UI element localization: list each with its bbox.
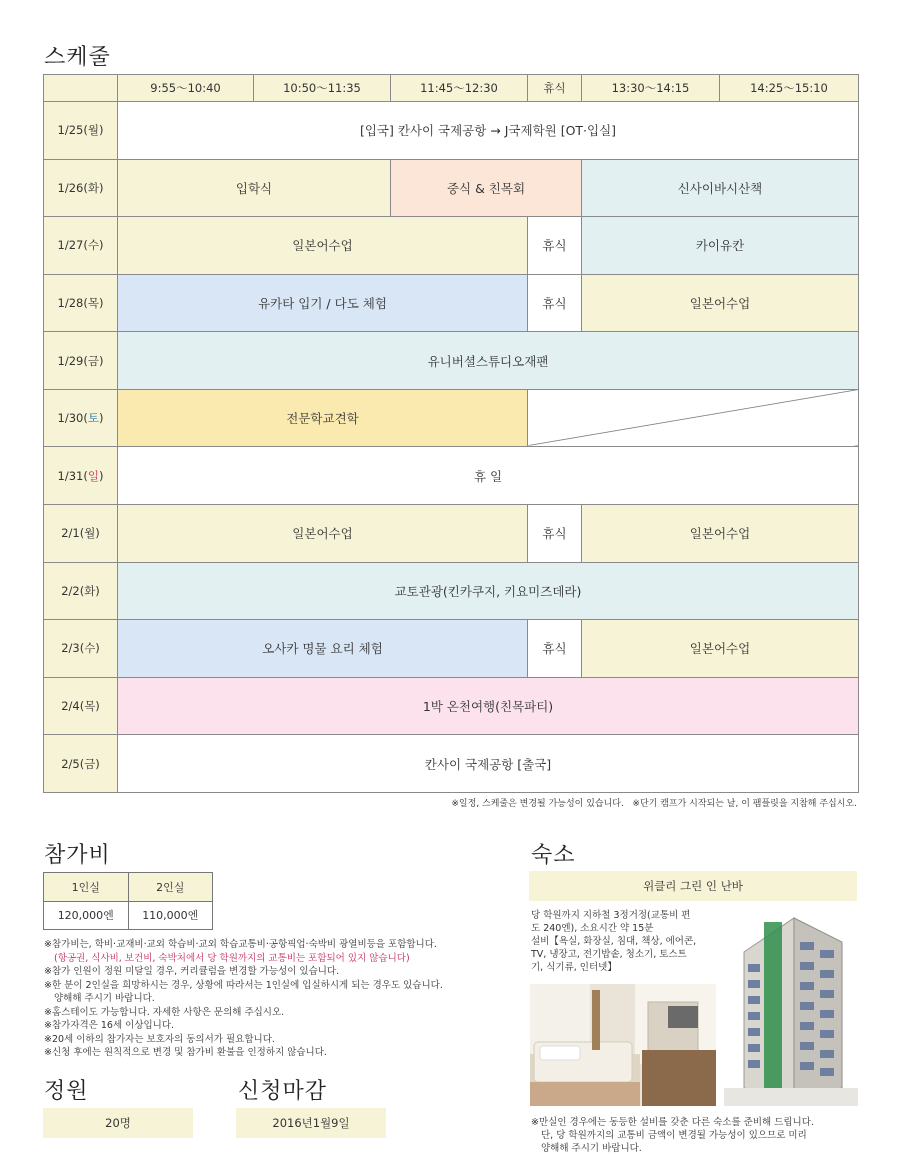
activity-cell: 1박 온천여행(친목파티) <box>118 677 859 735</box>
deadline-value: 2016년1월9일 <box>236 1108 386 1138</box>
lodging-note-line: 양해해 주시기 바랍니다. <box>541 1143 642 1154</box>
fee-value-double: 110,000엔 <box>128 901 213 930</box>
holiday-cell: 휴 일 <box>118 447 859 505</box>
activity-cell: 칸사이 국제공항 [출국] <box>118 735 859 793</box>
time-slot: 9:55～10:40 <box>118 75 254 102</box>
activity-cell: 입학식 <box>118 159 391 217</box>
break-cell: 휴식 <box>528 217 582 275</box>
break-cell: 휴식 <box>528 620 582 678</box>
date-cell: 1/27(수) <box>44 217 118 275</box>
date-text: ) <box>98 411 104 426</box>
lodging-description <box>531 909 721 974</box>
activity-cell: 전문학교견학 <box>118 389 528 447</box>
activity-cell: 일본어수업 <box>118 505 528 563</box>
empty-diagonal-cell <box>528 389 859 447</box>
sunday-label: 일 <box>87 468 99 483</box>
time-slot: 휴식 <box>528 75 582 102</box>
schedule-row <box>44 217 859 275</box>
lodging-note <box>531 1116 861 1155</box>
schedule-footnote: ※일정, 스케줄은 변경될 가능성이 있습니다. ※단기 캠프가 시작되는 날, 이 팸플릿을 지참해 주십시오. <box>451 799 857 809</box>
time-slot: 13:30～14:15 <box>582 75 720 102</box>
schedule-table <box>43 74 859 793</box>
fee-note: 양해해 주시기 바랍니다. <box>54 993 155 1004</box>
schedule-row <box>44 447 859 505</box>
schedule-row <box>44 505 859 563</box>
schedule-heading: 스케줄 <box>44 45 111 70</box>
building-illustration <box>724 912 858 1106</box>
activity-cell: 유니버셜스튜디오재팬 <box>118 332 859 390</box>
activity-cell: 일본어수업 <box>582 620 859 678</box>
schedule-row <box>44 159 859 217</box>
fee-header-double: 2인실 <box>128 873 213 902</box>
date-text: ) <box>98 468 104 483</box>
activity-cell: 카이유칸 <box>582 217 859 275</box>
fee-note: ※신청 후에는 원칙적으로 변경 및 참가비 환불을 인정하지 않습니다. <box>44 1047 327 1058</box>
date-cell: 1/28(목) <box>44 274 118 332</box>
activity-cell: 오사카 명물 요리 체험 <box>118 620 528 678</box>
lodging-desc-line: 기, 식기류, 인터넷】 <box>531 962 617 973</box>
activity-cell: 신사이바시산책 <box>582 159 859 217</box>
schedule-row <box>44 274 859 332</box>
activity-cell: 교토관광(킨카쿠지, 키요미즈데라) <box>118 562 859 620</box>
lodging-desc-line: TV, 냉장고, 전기밥솥, 청소기, 토스트 <box>531 949 687 960</box>
fee-note: ※홈스테이도 가능합니다. 자세한 사항은 문의해 주십시오. <box>44 1006 285 1018</box>
date-cell: 1/25(월) <box>44 102 118 160</box>
activity-cell: 유카타 입기 / 다도 체험 <box>118 274 528 332</box>
fee-note-exclusion: (항공권, 식사비, 보건비, 숙박처에서 당 학원까지의 교통비는 포함되어 있지 않습니다) <box>54 952 410 964</box>
fee-notes <box>44 938 514 1060</box>
capacity-value: 20명 <box>43 1108 193 1138</box>
time-slot: 11:45～12:30 <box>391 75 528 102</box>
fee-note: ※참가 인원이 정원 미달일 경우, 커리큘럼을 변경할 가능성이 있습니다. <box>44 966 340 977</box>
schedule-header-row <box>44 75 859 102</box>
lodging-heading: 숙소 <box>531 843 576 868</box>
break-cell: 휴식 <box>528 505 582 563</box>
schedule-row <box>44 332 859 390</box>
building-photo <box>724 912 858 1106</box>
schedule-row <box>44 389 859 447</box>
capacity-heading: 정원 <box>44 1079 89 1104</box>
date-cell: 2/2(화) <box>44 562 118 620</box>
room-photo <box>530 984 716 1106</box>
fee-note: ※한 분이 2인실을 희망하시는 경우, 상황에 따라서는 1인실에 입실하시게 되는 경우도 있습니다. <box>44 979 443 991</box>
date-cell: 2/3(수) <box>44 620 118 678</box>
fee-header-single: 1인실 <box>44 873 129 902</box>
activity-cell: [입국] 칸사이 국제공항 → J국제학원 [OT·입실] <box>118 102 859 160</box>
lodging-desc-line: 설비【욕실, 화장실, 침대, 책상, 에어콘, <box>531 936 697 947</box>
activity-cell: 일본어수업 <box>582 274 859 332</box>
saturday-label: 토 <box>87 411 99 426</box>
date-cell: 1/26(화) <box>44 159 118 217</box>
schedule-row <box>44 735 859 793</box>
date-cell: 2/1(월) <box>44 505 118 563</box>
fee-table <box>43 872 213 930</box>
lodging-desc-line: 당 학원까지 지하철 3정거정(교통비 편 <box>531 910 691 921</box>
fee-value-single: 120,000엔 <box>44 901 129 930</box>
lodging-note-line: 단, 당 학원까지의 교통비 금액이 변경될 가능성이 있으므로 미리 <box>541 1130 807 1141</box>
activity-cell: 일본어수업 <box>118 217 528 275</box>
fee-heading: 참가비 <box>44 843 111 868</box>
lodging-note-line: ※만실인 경우에는 동등한 설비를 갖춘 다른 숙소를 준비해 드립니다. <box>531 1117 814 1128</box>
date-cell: 1/29(금) <box>44 332 118 390</box>
date-text: 1/30( <box>57 411 88 426</box>
time-slot: 14:25～15:10 <box>720 75 859 102</box>
activity-cell: 중식 & 친목회 <box>391 159 582 217</box>
fee-note: ※참가비는, 학비·교재비·교외 학습비·교외 학습교통비·공항픽업·숙박비 광열비등을 포함합니다. <box>44 939 437 950</box>
header-corner <box>44 75 118 102</box>
fee-note: ※참가자격은 16세 이상입니다. <box>44 1020 175 1031</box>
deadline-heading: 신청마감 <box>238 1079 328 1104</box>
fee-note: ※20세 이하의 참가자는 보호자의 동의서가 필요합니다. <box>44 1033 275 1045</box>
time-slot: 10:50～11:35 <box>254 75 391 102</box>
date-text: 1/31( <box>57 468 88 483</box>
date-cell <box>44 389 118 447</box>
schedule-row <box>44 677 859 735</box>
date-cell: 2/5(금) <box>44 735 118 793</box>
room-illustration <box>530 984 716 1106</box>
schedule-row <box>44 562 859 620</box>
date-cell: 2/4(목) <box>44 677 118 735</box>
schedule-row <box>44 620 859 678</box>
lodging-name: 위클리 그린 인 난바 <box>529 871 857 901</box>
date-cell <box>44 447 118 505</box>
break-cell: 휴식 <box>528 274 582 332</box>
schedule-row <box>44 102 859 160</box>
activity-cell: 일본어수업 <box>582 505 859 563</box>
lodging-desc-line: 도 240엔), 소요시간 약 15분 <box>531 923 654 934</box>
